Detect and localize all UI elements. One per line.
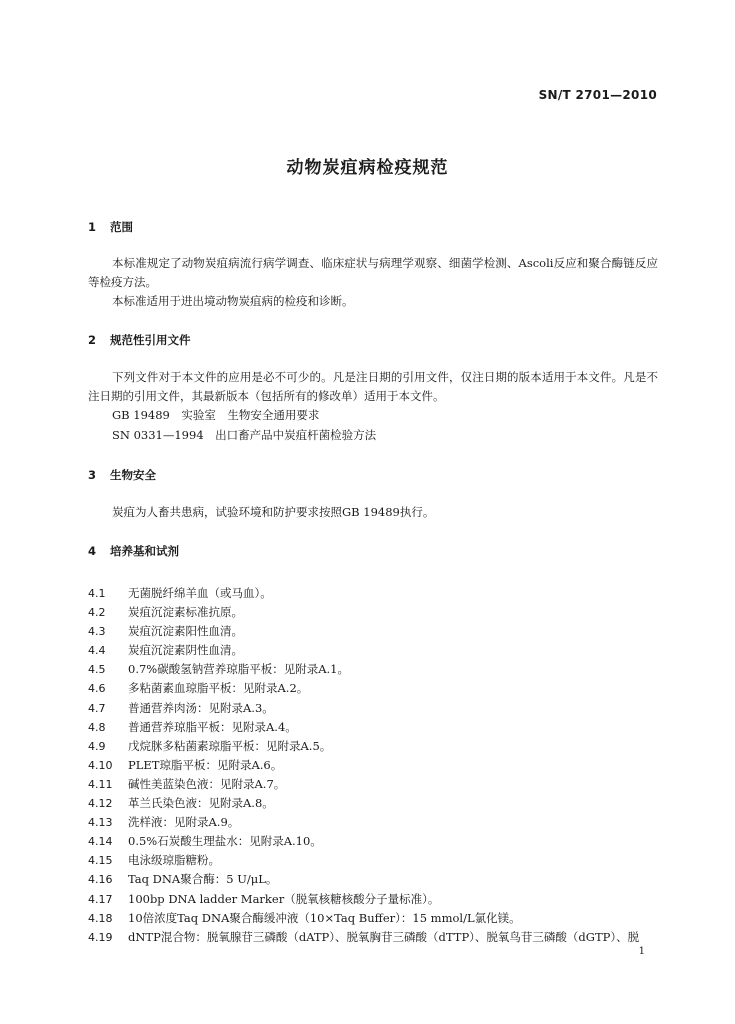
item-text: 0.5%石炭酸生理盐水：见附录A.10。 <box>128 834 322 849</box>
item-number: 4.10 <box>88 758 113 772</box>
section-number: 3 <box>88 468 97 482</box>
item-text: 炭疽沉淀素阳性血清。 <box>128 624 243 639</box>
list-item <box>88 603 668 622</box>
list-item <box>88 870 668 889</box>
item-number: 4.12 <box>88 797 113 811</box>
section-number: 1 <box>88 220 97 234</box>
item-text: dNTP混合物：脱氧腺苷三磷酸（dATP）、脱氧胸苷三磷酸（dTTP）、脱氧鸟苷三磷酸（dGTP）、脱 <box>128 929 640 944</box>
biosafety-paragraph: 炭疽为人畜共患病，试验环境和防护要求按照GB 19489执行。 <box>112 505 435 519</box>
scope-paragraph-1: 本标准规定了动物炭疽病流行病学调查、临床症状与病理学观察、细菌学检测、Ascoli反应和聚合酶链反应等检疫方法。 <box>88 256 658 289</box>
item-number: 4.5 <box>88 663 106 677</box>
item-number: 4.3 <box>88 625 106 639</box>
reference-item: GB 19489 实验室 生物安全通用要求 <box>112 408 320 422</box>
item-number: 4.1 <box>88 587 106 600</box>
item-number: 4.9 <box>88 739 106 753</box>
list-item <box>88 737 668 756</box>
item-text: 0.7%碳酸氢钠营养琼脂平板：见附录A.1。 <box>128 662 349 677</box>
item-number: 4.4 <box>88 644 106 658</box>
list-item <box>88 928 668 947</box>
page-title: 动物炭疽病检疫规范 <box>286 158 449 178</box>
item-text: 洗样液：见附录A.9。 <box>128 815 240 830</box>
list-item <box>88 909 668 928</box>
section-heading-biosafety <box>88 467 156 483</box>
item-text: 10倍浓度Taq DNA聚合酶缓冲液（10×Taq Buffer）：15 mmol/L氯化镁。 <box>128 910 521 925</box>
item-text: PLET琼脂平板：见附录A.6。 <box>128 757 283 772</box>
list-item <box>88 832 668 851</box>
item-text: 100bp DNA ladder Marker（脱氧核糖核酸分子量标准）。 <box>128 891 440 906</box>
item-text: 多粘菌素血琼脂平板：见附录A.2。 <box>128 681 309 696</box>
list-item <box>88 679 668 698</box>
section-heading-media-reagents <box>88 543 179 559</box>
section-number: 2 <box>88 333 97 347</box>
list-item <box>88 813 668 832</box>
item-text: 普通营养琼脂平板：见附录A.4。 <box>128 719 297 734</box>
section-title: 生物安全 <box>110 468 156 482</box>
references-paragraph: 下列文件对于本文件的应用是必不可少的。凡是注日期的引用文件，仅注日期的版本适用于本文件。凡是不注日期的引用文件，其最新版本（包括所有的修改单）适用于本文件。 <box>88 370 658 403</box>
reference-item: SN 0331—1994 出口畜产品中炭疽杆菌检验方法 <box>112 428 377 442</box>
list-item <box>88 775 668 794</box>
item-text: Taq DNA聚合酶：5 U/μL。 <box>128 872 278 887</box>
list-item <box>88 794 668 813</box>
item-text: 革兰氏染色液：见附录A.8。 <box>128 796 274 811</box>
section-heading-scope <box>88 219 133 235</box>
section-title: 培养基和试剂 <box>110 544 179 558</box>
item-number: 4.18 <box>88 911 113 925</box>
list-item <box>88 699 668 718</box>
section-heading-normative-references <box>88 332 191 348</box>
list-item <box>88 890 668 909</box>
item-number: 4.2 <box>88 606 106 620</box>
item-number: 4.6 <box>88 682 106 696</box>
item-text: 炭疽沉淀素阴性血清。 <box>128 643 243 658</box>
item-text: 无菌脱纤绵羊血（或马血）。 <box>128 586 272 600</box>
reagent-list <box>88 584 668 947</box>
item-number: 4.11 <box>88 777 113 791</box>
scope-paragraph-2: 本标准适用于进出境动物炭疽病的检疫和诊断。 <box>112 294 354 308</box>
list-item <box>88 718 668 737</box>
list-item <box>88 641 668 660</box>
list-item <box>88 756 668 775</box>
item-number: 4.17 <box>88 892 113 906</box>
section-number: 4 <box>88 544 97 558</box>
item-text: 碱性美蓝染色液：见附录A.7。 <box>128 776 286 791</box>
list-item <box>88 622 668 641</box>
item-number: 4.16 <box>88 873 113 887</box>
list-item <box>88 851 668 870</box>
item-number: 4.15 <box>88 854 113 868</box>
document-code: SN/T 2701—2010 <box>538 88 657 102</box>
item-number: 4.14 <box>88 835 113 849</box>
section-title: 范围 <box>110 220 133 234</box>
item-number: 4.19 <box>88 930 113 944</box>
list-item <box>88 584 668 603</box>
item-text: 炭疽沉淀素标准抗原。 <box>128 605 243 620</box>
section-title: 规范性引用文件 <box>110 333 191 347</box>
item-text: 普通营养肉汤：见附录A.3。 <box>128 700 274 715</box>
item-text: 戊烷脒多粘菌素琼脂平板：见附录A.5。 <box>128 738 332 753</box>
item-text: 电泳级琼脂糖粉。 <box>128 853 220 868</box>
item-number: 4.13 <box>88 816 113 830</box>
list-item <box>88 660 668 679</box>
page-number: 1 <box>638 946 645 957</box>
item-number: 4.8 <box>88 720 106 734</box>
item-number: 4.7 <box>88 701 106 715</box>
